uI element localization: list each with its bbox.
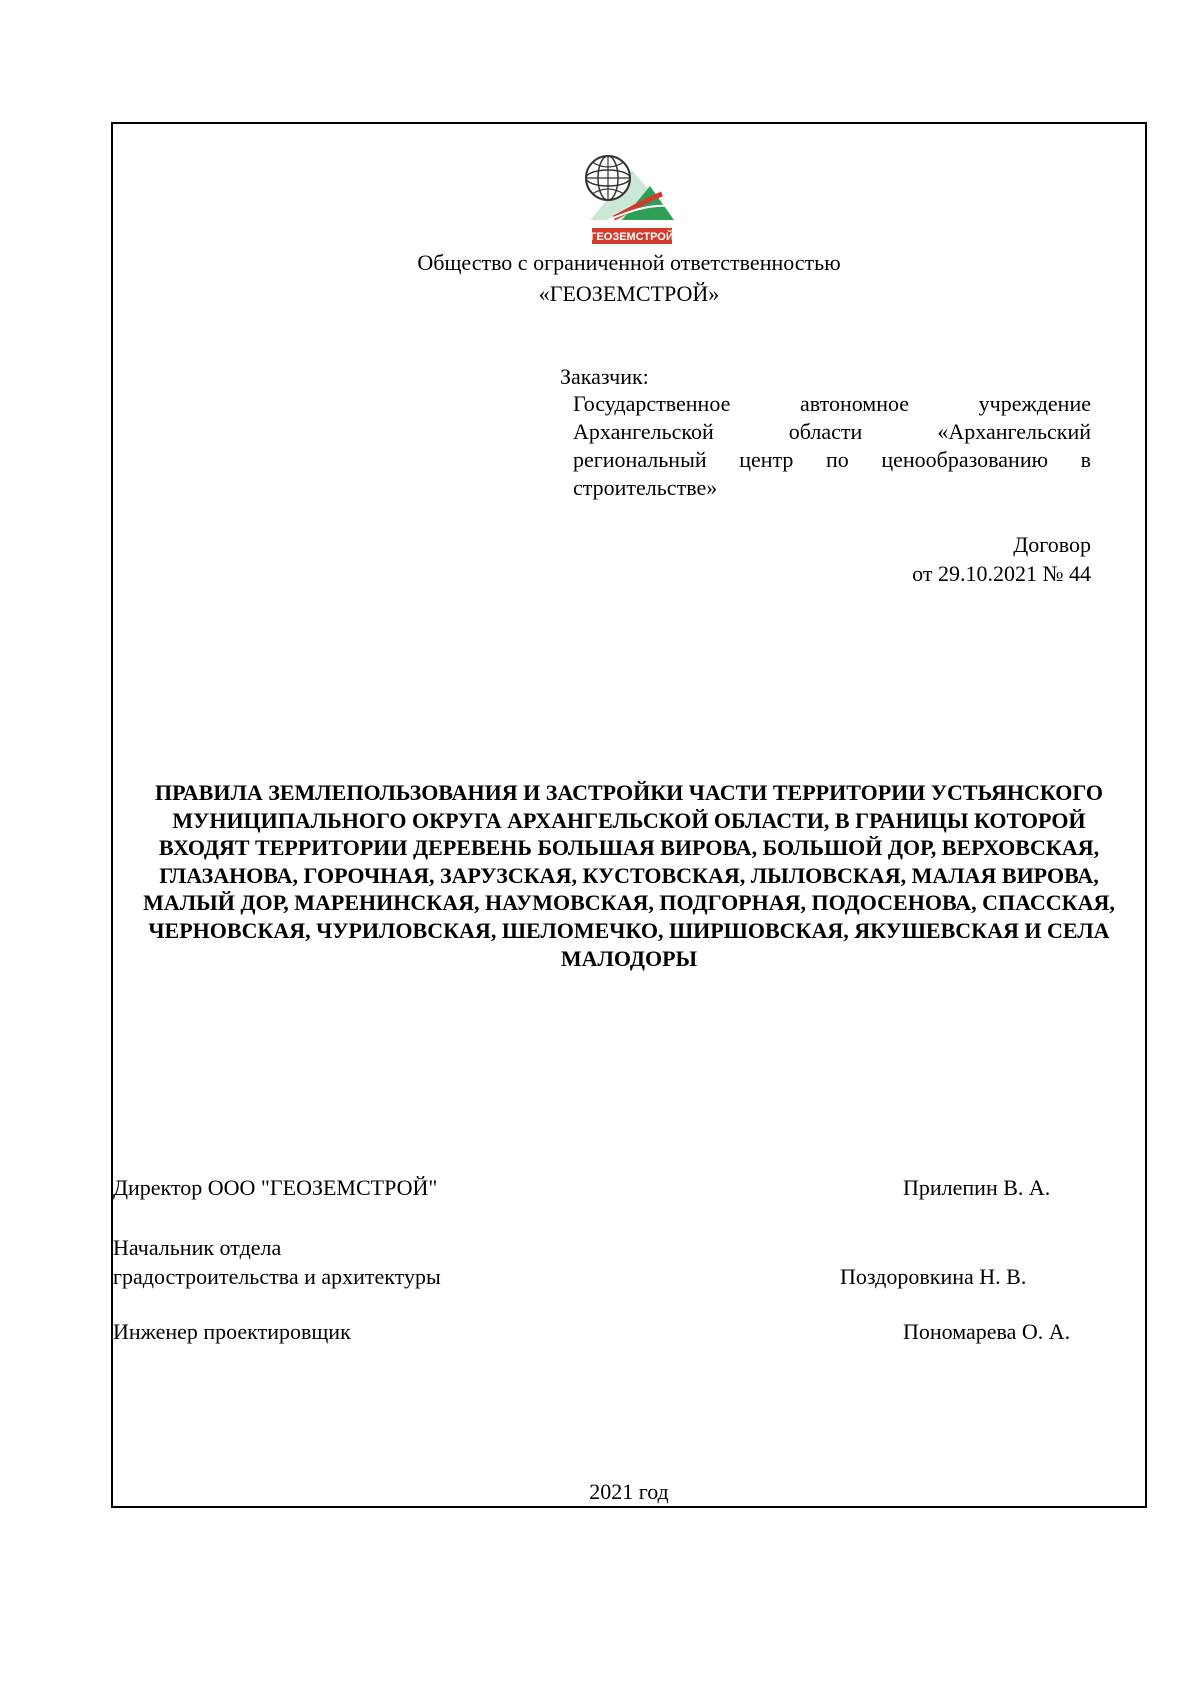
organization-name-line2: «ГЕОЗЕМСТРОЙ» xyxy=(538,281,720,306)
organization-name-line1: Общество с ограниченной ответственностью xyxy=(417,250,841,275)
customer-label: Заказчик: xyxy=(560,364,649,389)
logo-text: ГЕОЗЕМСТРОЙ xyxy=(590,231,674,243)
signatory-position-engineer: Инженер проектировщик xyxy=(113,1319,351,1344)
geozemstroy-logo xyxy=(570,148,690,248)
signatory-position-head-line2: градостроительства и архитектуры xyxy=(113,1264,441,1289)
signatory-name-director: Прилепин В. А. xyxy=(903,1175,1051,1200)
contract-block xyxy=(912,530,1091,588)
document-title: ПРАВИЛА ЗЕМЛЕПОЛЬЗОВАНИЯ И ЗАСТРОЙКИ ЧАСТИ ТЕРРИТОРИИ УСТЬЯНСКОГО МУНИЦИПАЛЬНОГО ОКРУГА АРХАНГЕЛЬСКОЙ ОБЛАСТИ, В ГРАНИЦЫ КОТОРОЙ ВХОДЯТ ТЕРРИТОРИИ ДЕРЕВЕНЬ БОЛЬШАЯ ВИРОВА, БОЛЬШОЙ ДОР, ВЕРХОВСКАЯ, ГЛАЗАНОВА, ГОРОЧНАЯ, ЗАРУЗСКАЯ, КУСТОВСКАЯ, ЛЫЛОВСКАЯ, МАЛАЯ ВИРОВА, МАЛЫЙ ДОР, МАРЕНИНСКАЯ, НАУМОВСКАЯ, ПОДГОРНАЯ, ПОДОСЕНОВА, СПАССКАЯ, ЧЕРНОВСКАЯ, ЧУРИЛОВСКАЯ, ШЕЛОМЕЧКО, ШИРШОВСКАЯ, ЯКУШЕВСКАЯ И СЕЛА МАЛОДОРЫ xyxy=(143,780,1115,971)
contract-date-number: от 29.10.2021 № 44 xyxy=(912,561,1091,586)
signatory-name-head: Поздоровкина Н. В. xyxy=(840,1264,1027,1289)
document-year: 2021 год xyxy=(589,1479,669,1504)
customer-text: Государственное автономное учреждение Архангельской области «Архангельский региональный центр по ценообразованию в строительстве» xyxy=(573,391,1091,500)
signatory-position-head-line1: Начальник отдела xyxy=(113,1235,282,1260)
signatory-name-engineer: Пономарева О. А. xyxy=(903,1319,1071,1344)
contract-title: Договор xyxy=(1013,532,1091,557)
signatory-position-director: Директор ООО "ГЕОЗЕМСТРОЙ" xyxy=(113,1175,438,1200)
